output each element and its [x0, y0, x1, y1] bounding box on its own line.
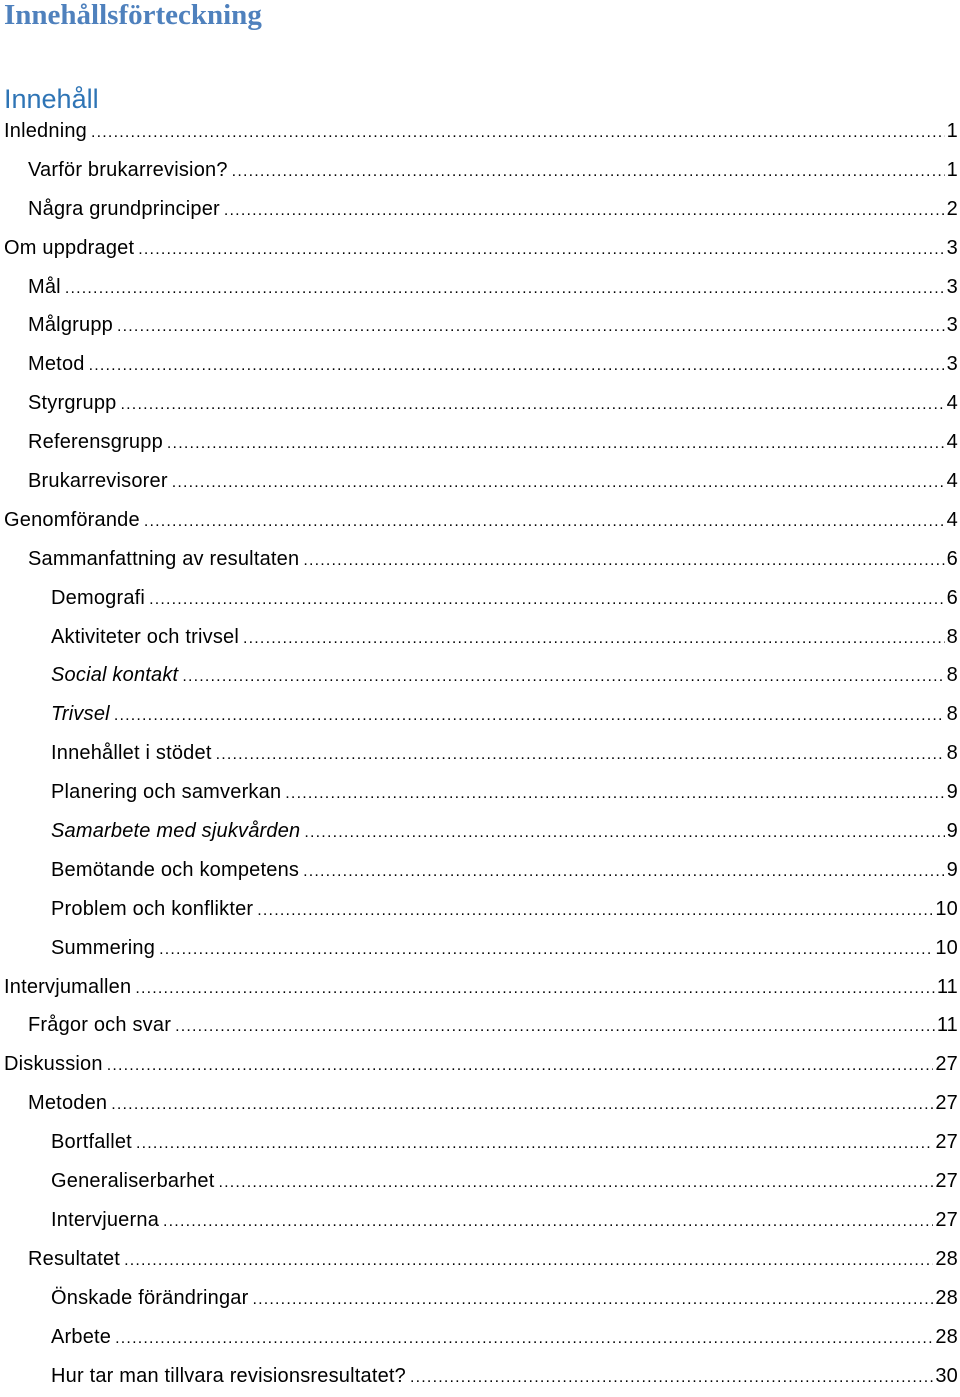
toc-entry-page-number: 10	[935, 890, 960, 929]
toc-entry[interactable]	[0, 229, 960, 268]
toc-dot-leader	[224, 192, 945, 231]
toc-entry-page-number: 4	[947, 423, 960, 462]
toc-entry-label: Brukarrevisorer	[28, 462, 168, 501]
toc-entry[interactable]	[0, 656, 960, 695]
toc-entry-page-number: 4	[947, 501, 960, 540]
toc-entry-label: Målgrupp	[28, 306, 113, 345]
toc-entry-page-number: 3	[947, 345, 960, 384]
toc-entry-label: Innehållet i stödet	[51, 734, 212, 773]
toc-entry-page-number: 3	[947, 229, 960, 268]
toc-entry-page-number: 9	[947, 851, 960, 890]
toc-entry-label: Intervjumallen	[4, 968, 131, 1007]
toc-entry-label: Varför brukarrevision?	[28, 151, 228, 190]
toc-dot-leader	[410, 1359, 933, 1397]
toc-dot-leader	[117, 308, 945, 347]
toc-entry-page-number: 28	[935, 1318, 960, 1357]
toc-entry-page-number: 2	[947, 190, 960, 229]
toc-entry-label: Hur tar man tillvara revisionsresultatet?	[51, 1357, 406, 1396]
toc-dot-leader	[144, 503, 945, 542]
toc-dot-leader	[136, 1125, 933, 1164]
toc-entry-label: Om uppdraget	[4, 229, 134, 268]
toc-dot-leader	[149, 581, 945, 620]
toc-entry-page-number: 11	[937, 1006, 960, 1045]
toc-entry-page-number: 9	[947, 812, 960, 851]
table-of-contents	[0, 112, 960, 1395]
toc-entry-page-number: 30	[935, 1357, 960, 1396]
toc-entry[interactable]	[0, 1279, 960, 1318]
toc-entry[interactable]	[0, 190, 960, 229]
toc-entry[interactable]	[0, 1045, 960, 1084]
toc-entry[interactable]	[0, 773, 960, 812]
toc-dot-leader	[175, 1008, 935, 1047]
toc-entry-label: Resultatet	[28, 1240, 120, 1279]
toc-dot-leader	[285, 775, 944, 814]
toc-dot-leader	[304, 814, 944, 853]
toc-dot-leader	[257, 892, 933, 931]
toc-entry-label: Problem och konflikter	[51, 890, 253, 929]
toc-entry[interactable]	[0, 345, 960, 384]
toc-entry-label: Planering och samverkan	[51, 773, 281, 812]
toc-entry[interactable]	[0, 540, 960, 579]
toc-entry-page-number: 8	[947, 695, 960, 734]
toc-entry[interactable]	[0, 1006, 960, 1045]
toc-entry[interactable]	[0, 618, 960, 657]
toc-entry-page-number: 28	[935, 1279, 960, 1318]
toc-entry-label: Aktiviteter och trivsel	[51, 618, 239, 657]
toc-dot-leader	[252, 1281, 933, 1320]
toc-entry[interactable]	[0, 306, 960, 345]
toc-entry-label: Arbete	[51, 1318, 111, 1357]
toc-entry[interactable]	[0, 151, 960, 190]
toc-entry[interactable]	[0, 1357, 960, 1396]
toc-entry[interactable]	[0, 1318, 960, 1357]
toc-dot-leader	[182, 658, 944, 697]
toc-dot-leader	[135, 970, 935, 1009]
toc-dot-leader	[65, 270, 945, 309]
toc-entry-page-number: 6	[947, 579, 960, 618]
toc-entry[interactable]	[0, 1201, 960, 1240]
toc-entry-page-number: 8	[947, 618, 960, 657]
toc-entry-label: Diskussion	[4, 1045, 103, 1084]
toc-dot-leader	[138, 231, 944, 270]
toc-dot-leader	[219, 1164, 934, 1203]
toc-entry[interactable]	[0, 1084, 960, 1123]
toc-dot-leader	[232, 153, 945, 192]
toc-entry-page-number: 8	[947, 734, 960, 773]
toc-heading: Innehåll	[4, 82, 99, 116]
toc-entry[interactable]	[0, 851, 960, 890]
toc-entry-label: Social kontakt	[51, 656, 178, 695]
toc-entry-page-number: 3	[947, 268, 960, 307]
toc-entry[interactable]	[0, 579, 960, 618]
toc-dot-leader	[121, 386, 945, 425]
toc-dot-leader	[91, 114, 945, 153]
toc-dot-leader	[124, 1242, 933, 1281]
toc-entry-page-number: 1	[947, 151, 960, 190]
toc-entry-page-number: 4	[947, 462, 960, 501]
toc-entry-page-number: 3	[947, 306, 960, 345]
toc-entry-page-number: 27	[935, 1084, 960, 1123]
toc-entry[interactable]	[0, 1162, 960, 1201]
toc-entry-label: Summering	[51, 929, 155, 968]
toc-dot-leader	[243, 620, 945, 659]
toc-entry-page-number: 9	[947, 773, 960, 812]
toc-dot-leader	[167, 425, 945, 464]
toc-entry-page-number: 27	[935, 1162, 960, 1201]
toc-entry-page-number: 4	[947, 384, 960, 423]
toc-entry[interactable]	[0, 695, 960, 734]
toc-entry-label: Bortfallet	[51, 1123, 132, 1162]
toc-dot-leader	[303, 542, 944, 581]
toc-entry-page-number: 10	[935, 929, 960, 968]
toc-entry-page-number: 8	[947, 656, 960, 695]
toc-entry-label: Referensgrupp	[28, 423, 163, 462]
toc-entry[interactable]	[0, 734, 960, 773]
toc-entry-label: Genomförande	[4, 501, 140, 540]
toc-entry-page-number: 28	[935, 1240, 960, 1279]
toc-entry-label: Generaliserbarhet	[51, 1162, 215, 1201]
toc-entry-label: Några grundprinciper	[28, 190, 220, 229]
toc-entry-label: Samarbete med sjukvården	[51, 812, 300, 851]
toc-entry[interactable]	[0, 812, 960, 851]
toc-entry[interactable]	[0, 462, 960, 501]
toc-entry[interactable]	[0, 501, 960, 540]
toc-entry-label: Frågor och svar	[28, 1006, 171, 1045]
toc-entry[interactable]	[0, 929, 960, 968]
toc-entry-page-number: 27	[935, 1123, 960, 1162]
toc-dot-leader	[107, 1047, 934, 1086]
toc-dot-leader	[216, 736, 945, 775]
toc-dot-leader	[159, 931, 933, 970]
toc-entry-page-number: 27	[935, 1045, 960, 1084]
document-title: Innehållsförteckning	[4, 0, 262, 33]
toc-entry-label: Inledning	[4, 112, 87, 151]
toc-entry-label: Mål	[28, 268, 61, 307]
toc-dot-leader	[111, 1086, 933, 1125]
toc-entry-page-number: 27	[935, 1201, 960, 1240]
toc-dot-leader	[172, 464, 945, 503]
toc-entry-label: Sammanfattning av resultaten	[28, 540, 299, 579]
toc-entry[interactable]	[0, 1240, 960, 1279]
toc-dot-leader	[115, 1320, 933, 1359]
toc-entry-label: Metoden	[28, 1084, 107, 1123]
toc-entry-label: Önskade förändringar	[51, 1279, 248, 1318]
toc-entry-label: Demografi	[51, 579, 145, 618]
toc-entry[interactable]	[0, 890, 960, 929]
toc-entry[interactable]	[0, 1123, 960, 1162]
toc-dot-leader	[163, 1203, 933, 1242]
toc-entry[interactable]	[0, 112, 960, 151]
toc-entry-label: Bemötande och kompetens	[51, 851, 299, 890]
toc-entry-label: Metod	[28, 345, 85, 384]
toc-entry-label: Styrgrupp	[28, 384, 117, 423]
toc-entry-page-number: 1	[947, 112, 960, 151]
toc-entry-label: Intervjuerna	[51, 1201, 159, 1240]
toc-entry-label: Trivsel	[51, 695, 110, 734]
toc-dot-leader	[114, 697, 945, 736]
toc-entry[interactable]	[0, 268, 960, 307]
toc-entry-page-number: 11	[937, 968, 960, 1007]
toc-entry-page-number: 6	[947, 540, 960, 579]
toc-entry[interactable]	[0, 423, 960, 462]
toc-dot-leader	[303, 853, 945, 892]
toc-entry[interactable]	[0, 968, 960, 1007]
toc-entry[interactable]	[0, 384, 960, 423]
toc-dot-leader	[89, 347, 945, 386]
